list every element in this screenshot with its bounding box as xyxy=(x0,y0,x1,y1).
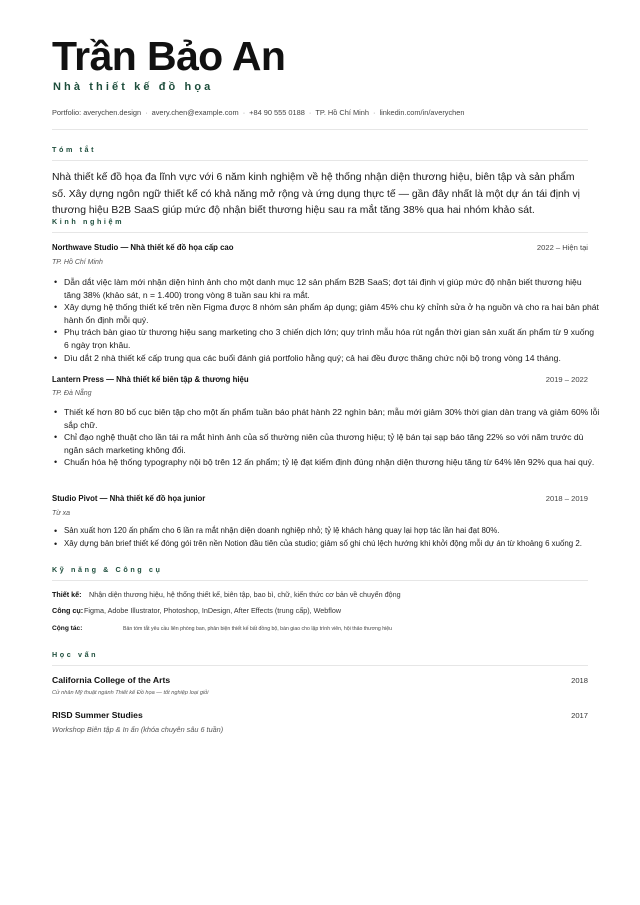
job-dates: 2018 – 2019 xyxy=(545,494,588,503)
divider xyxy=(52,580,588,581)
skill-row-design xyxy=(52,590,588,599)
education-year: 2017 xyxy=(571,711,588,720)
job-dates: 2019 – 2022 xyxy=(545,375,588,384)
job-title-text: Studio Pivot — Nhà thiết kế đồ họa junior xyxy=(52,494,206,503)
degree-detail: Cử nhân Mỹ thuật ngành Thiết kế Đồ họa — tốt nghiệp loại giỏi xyxy=(52,690,209,696)
divider xyxy=(52,665,588,666)
job-title xyxy=(52,375,588,384)
degree-detail: Workshop Biên tập & In ấn (khóa chuyên sâu 6 tuần) xyxy=(52,725,224,734)
skill-row-collaboration xyxy=(52,623,588,632)
skill-label: Thiết kế: xyxy=(52,590,82,599)
divider xyxy=(52,160,588,161)
experience-heading: Kinh nghiệm xyxy=(52,217,125,226)
summary-heading: Tóm tắt xyxy=(52,145,97,154)
bullet-item: • Phụ trách bàn giao từ thương hiệu sang marketing cho 3 chiến dịch lớn; quy trình mẫu hóa rút ngắn thời gian sản xuất ấn phẩm từ 9 xuống 6 ngày trọn khâu. xyxy=(64,326,600,351)
job-bullets xyxy=(52,525,600,550)
bullet-item: • Dẫn dắt việc làm mới nhận diện hình ảnh cho một danh mục 12 sản phẩm B2B SaaS; đợt tái định vị giúp mức độ nhận biết thương hiệu tăng 38% (khảo sát, n = 1.400) trong vòng 8 tuần sau khi ra mắt. xyxy=(64,276,600,301)
job-dates: 2022 – Hiện tại xyxy=(536,243,588,252)
linkedin-link[interactable]: linkedin.com/in/averychen xyxy=(379,108,465,117)
job-title-text: Lantern Press — Nhà thiết kế biên tập & thương hiệu xyxy=(52,375,249,384)
skill-label: Công cụ: xyxy=(52,606,84,615)
bullet-item: • Xây dựng bản brief thiết kế đóng gói trên nền Notion đầu tiên của studio; giảm số ghi chú lệch hướng khi khởi động mỗi dự án từ khoảng 6 xuống 2. xyxy=(64,538,600,551)
bullet-item: • Chuẩn hóa hệ thống typography nội bộ trên 12 ấn phẩm; tỷ lệ đạt kiểm định đúng nhận diện thương hiệu tăng từ 64% lên 92% qua hai quý. xyxy=(64,456,600,469)
portfolio-link[interactable]: Portfolio: averychen.design xyxy=(52,108,142,117)
contact-separator: · xyxy=(373,108,376,117)
skill-row-tools xyxy=(52,606,588,615)
divider xyxy=(52,129,588,130)
contact-line xyxy=(52,108,465,117)
job-location: TP. Đà Nẵng xyxy=(52,390,92,397)
bullet-item: • Chỉ đạo nghệ thuật cho lần tái ra mắt hình ảnh của số thường niên của thương hiệu; tỷ lệ bán tại sạp báo tăng 22% so với năm trước dù ngân sách marketing không đổi. xyxy=(64,431,600,456)
job-title-text: Northwave Studio — Nhà thiết kế đồ họa cấp cao xyxy=(52,243,234,252)
contact-separator: · xyxy=(308,108,312,117)
education-heading: Học vấn xyxy=(52,650,99,659)
education-year: 2018 xyxy=(571,676,588,685)
contact-separator: · xyxy=(145,108,148,117)
phone-number: +84 90 555 0188 xyxy=(249,108,305,117)
candidate-role: Nhà thiết kế đồ họa xyxy=(53,81,214,93)
school-name: RISD Summer Studies xyxy=(52,710,143,720)
job-location: TP. Hồ Chí Minh xyxy=(52,259,103,266)
bullet-item: • Xây dựng hệ thống thiết kế trên nền Figma được 8 nhóm sản phẩm áp dụng; giảm 45% chu kỳ chỉnh sửa ở hạ nguồn và cho ra hai bản phát hành ổn định mỗi quý. xyxy=(64,301,600,326)
email-link[interactable]: avery.chen@example.com xyxy=(151,108,239,117)
divider xyxy=(52,232,588,233)
summary-text: Nhà thiết kế đồ họa đa lĩnh vực với 6 năm kinh nghiệm về hệ thống nhận diện thương hiệu, biên tập và sản phẩm số. Xây dựng ngôn ngữ thiết kế có khả năng mở rộng và ứng dụng thực tế — gần đây nhất là một dự án tái định vị thương hiệu B2B SaaS giúp mức độ nhận biết thương hiệu sau ra mắt tăng 38% qua hai nhóm khảo sát. xyxy=(52,172,580,216)
bullet-item: • Dìu dắt 2 nhà thiết kế cấp trung qua các buổi đánh giá portfolio hằng quý; cả hai đều được thăng chức nội bộ trong vòng 14 tháng. xyxy=(64,352,600,365)
skill-value: Bản tóm tắt yêu cầu liên phòng ban, phản biện thiết kế bất đồng bộ, bàn giao cho lập trình viên, hội thảo thương hiệu xyxy=(123,626,393,632)
skills-heading: Kỹ năng & Công cụ xyxy=(52,565,163,574)
job-bullets xyxy=(52,406,600,469)
location-text: TP. Hồ Chí Minh xyxy=(315,108,369,117)
job-bullets xyxy=(52,276,600,364)
skill-value: Nhận diện thương hiệu, hệ thống thiết kế, biên tập, bao bì, chữ, kiến thức cơ bản về chuyển động xyxy=(89,590,401,599)
job-title xyxy=(52,243,588,252)
candidate-name: Trần Bảo An xyxy=(52,33,286,79)
job-location: Từ xa xyxy=(52,510,71,517)
skill-label: Cộng tác: xyxy=(52,625,83,632)
contact-separator: · xyxy=(242,108,246,117)
bullet-item: • Sản xuất hơn 120 ấn phẩm cho 6 lần ra mắt nhận diện doanh nghiệp nhỏ; tỷ lệ khách hàng quay lại hợp tác lần hai đạt 80%. xyxy=(64,525,600,538)
school-name: California College of the Arts xyxy=(52,675,171,685)
skill-value: Figma, Adobe Illustrator, Photoshop, InDesign, After Effects (trung cấp), Webflow xyxy=(84,606,342,615)
bullet-item: • Thiết kế hơn 80 bố cục biên tập cho một ấn phẩm tuần báo phát hành 22 nghìn bản; mẫu mới giảm 30% thời gian dàn trang và giảm 60% lỗi sắp chữ. xyxy=(64,406,600,431)
job-title xyxy=(52,494,588,503)
